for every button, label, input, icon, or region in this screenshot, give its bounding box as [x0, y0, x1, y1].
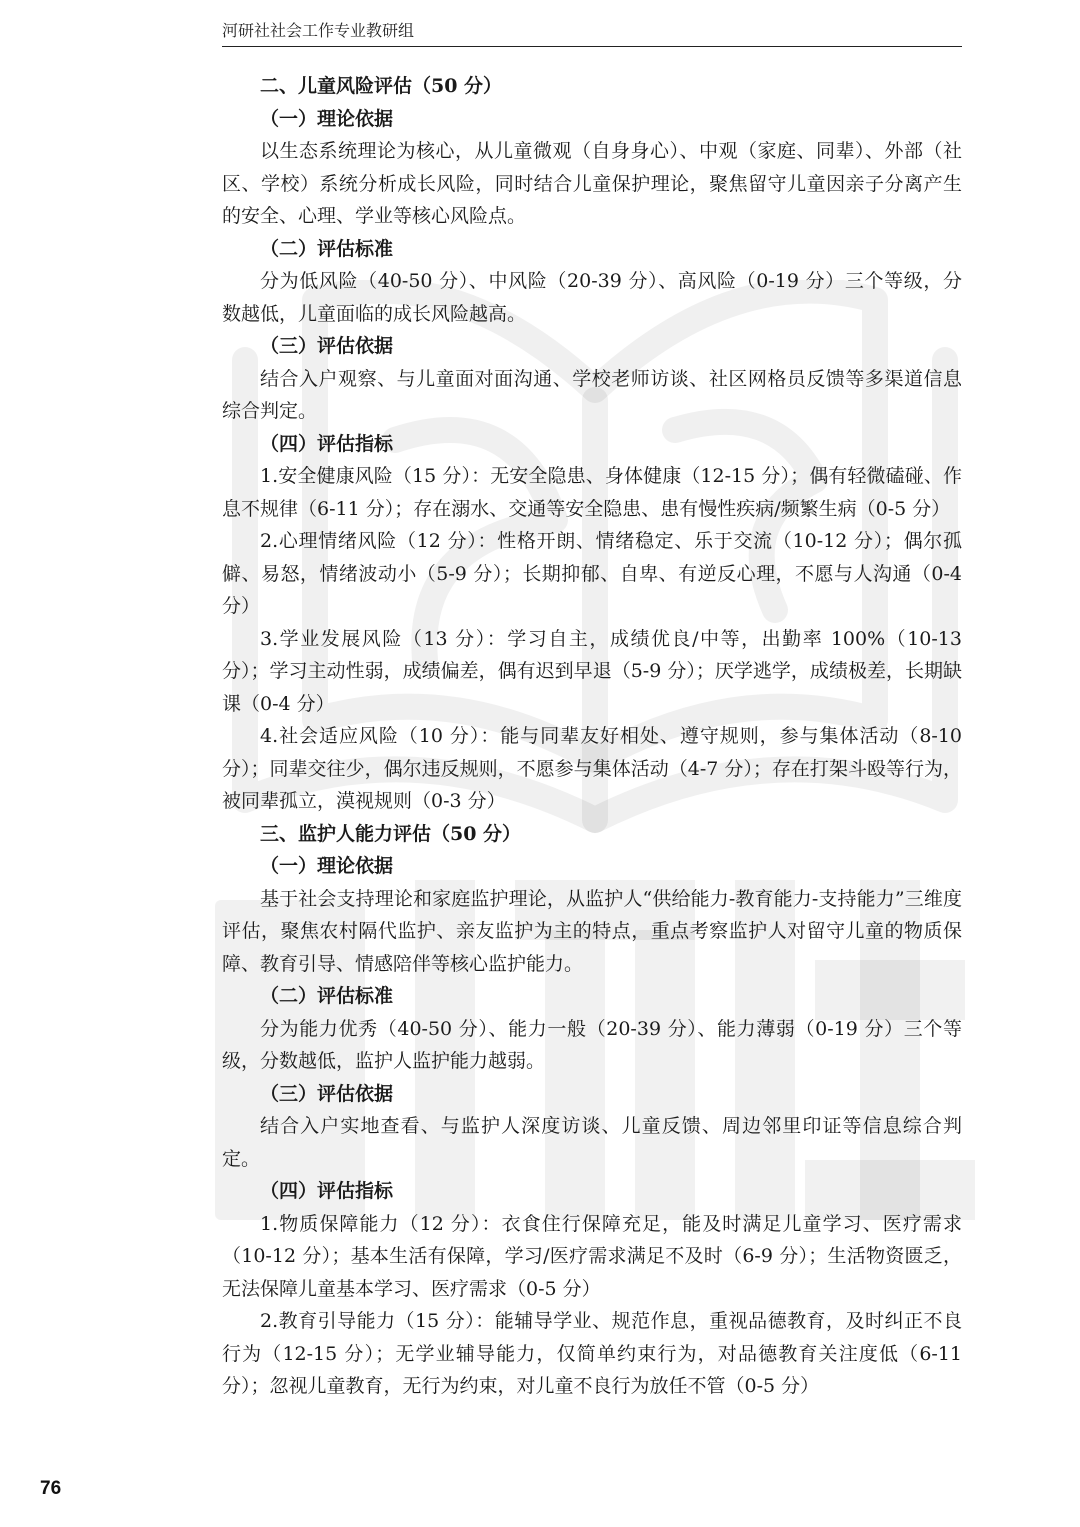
list-item: 2.心理情绪风险（12 分）：性格开朗、情绪稳定、乐于交流（10-12 分）；偶尔孤僻、易怒，情绪波动小（5-9 分）；长期抑郁、自卑、有逆反心理，不愿与人沟通（0-4 分）	[222, 530, 962, 617]
document-body	[222, 70, 962, 1403]
subheading-theory: （一）理论依据	[260, 107, 394, 130]
list-item: 1.安全健康风险（15 分）：无安全隐患、身体健康（12-15 分）；偶有轻微磕碰、作息不规律（6-11 分）；存在溺水、交通等安全隐患、患有慢性疾病/频繁生病（0-5 分）	[222, 465, 962, 520]
list-item: 2.教育引导能力（15 分）：能辅导学业、规范作息，重视品德教育，及时纠正不良行为（12-15 分）；无学业辅导能力，仅简单约束行为，对品德教育关注度低（6-11 分）；忽视儿童教育，无行为约束，对儿童不良行为放任不管（0-5 分）	[222, 1310, 962, 1397]
subheading-theory: （一）理论依据	[260, 855, 394, 877]
list-item: 1.物质保障能力（12 分）：衣食住行保障充足，能及时满足儿童学习、医疗需求（10-12 分）；基本生活有保障，学习/医疗需求满足不及时（6-9 分）；生活物资匮乏，无法保障儿童基本学习、医疗需求（0-5 分）	[222, 1212, 962, 1300]
section-heading-child-risk: 二、儿童风险评估（50 分）	[260, 75, 503, 97]
list-item: 4.社会适应风险（10 分）：能与同辈友好相处、遵守规则，参与集体活动（8-10 分）；同辈交往少，偶尔违反规则，不愿参与集体活动（4-7 分）；存在打架斗殴等行为，被同辈孤立，漠视规则（0-3 分）	[222, 725, 962, 812]
paragraph: 结合入户观察、与儿童面对面沟通、学校老师访谈、社区网格员反馈等多渠道信息综合判定。	[222, 367, 962, 422]
running-header: 河研社社会工作专业教研组	[222, 20, 962, 47]
paragraph: 基于社会支持理论和家庭监护理论，从监护人“供给能力-教育能力-支持能力”三维度评估，聚焦农村隔代监护、亲友监护为主的特点，重点考察监护人对留守儿童的物质保障、教育引导、情感陪伴等核心监护能力。	[222, 887, 962, 975]
paragraph: 分为低风险（40-50 分）、中风险（20-39 分）、高风险（0-19 分）三个等级，分数越低，儿童面临的成长风险越高。	[222, 270, 962, 325]
paragraph: 分为能力优秀（40-50 分）、能力一般（20-39 分）、能力薄弱（0-19 分）三个等级，分数越低，监护人监护能力越弱。	[222, 1017, 962, 1072]
subheading-standard: （二）评估标准	[260, 237, 394, 260]
subheading-standard: （二）评估标准	[260, 985, 394, 1007]
subheading-basis: （三）评估依据	[260, 335, 394, 357]
subheading-indicators: （四）评估指标	[260, 432, 394, 455]
section-heading-guardian: 三、监护人能力评估（50 分）	[260, 822, 522, 845]
subheading-basis: （三）评估依据	[260, 1082, 394, 1105]
paragraph: 结合入户实地查看、与监护人深度访谈、儿童反馈、周边邻里印证等信息综合判定。	[222, 1115, 962, 1170]
page-number: 76	[40, 1478, 62, 1499]
list-item: 3.学业发展风险（13 分）：学习自主，成绩优良/中等，出勤率 100%（10-13 分）；学习主动性弱，成绩偏差，偶有迟到早退（5-9 分）；厌学逃学，成绩极差，长期缺课（0-4 分）	[222, 627, 962, 715]
paragraph: 以生态系统理论为核心，从儿童微观（自身身心）、中观（家庭、同辈）、外部（社区、学校）系统分析成长风险，同时结合儿童保护理论，聚焦留守儿童因亲子分离产生的安全、心理、学业等核心风险点。	[222, 140, 962, 227]
subheading-indicators: （四）评估指标	[260, 1180, 394, 1202]
